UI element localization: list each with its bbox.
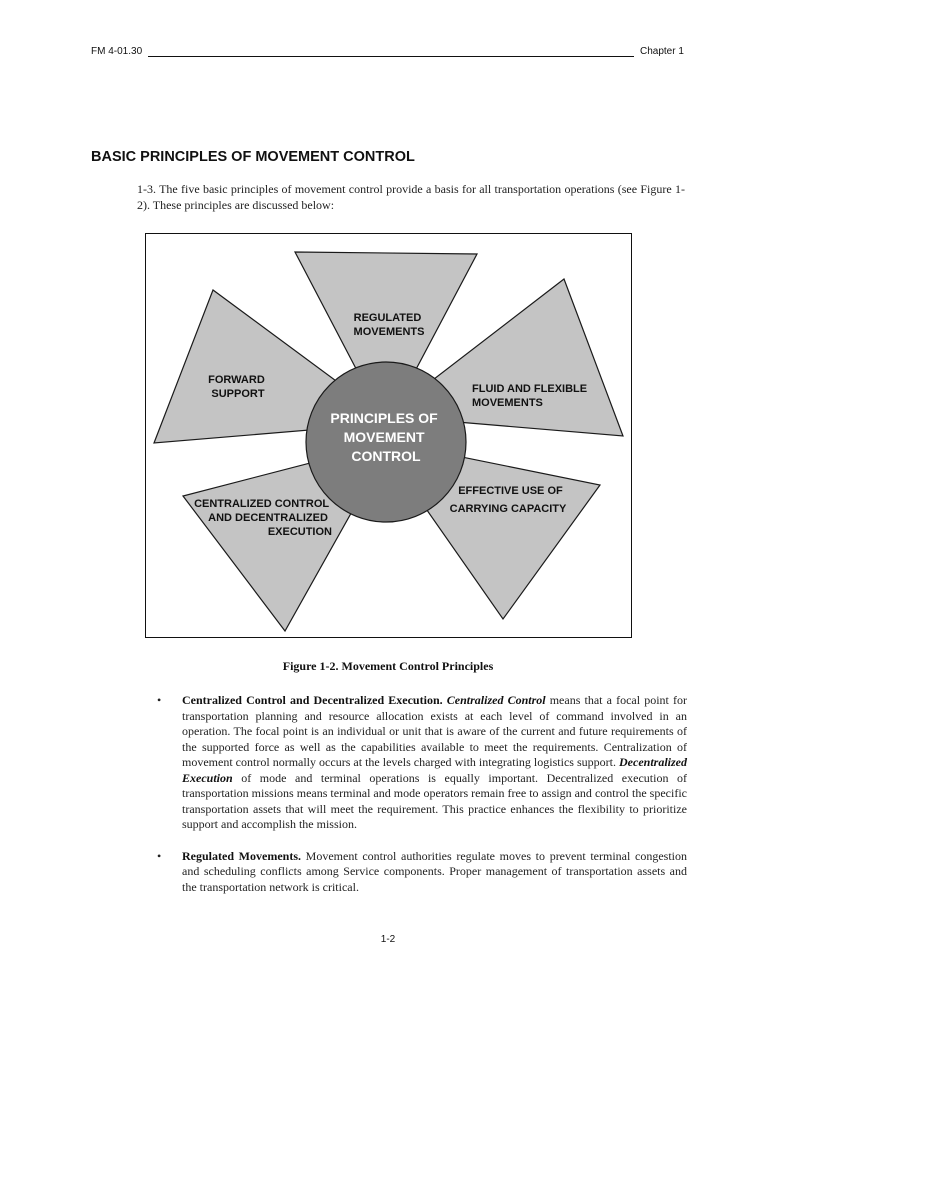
principles-list [157,693,687,911]
section-title: BASIC PRINCIPLES OF MOVEMENT CONTROL [91,149,415,165]
bullet-text: Movement control authorities regulate moves to prevent terminal congestion and scheduling conflicts among Service components. Proper management of transportation assets and the transportation network is critical. [182,848,688,894]
list-item-centralized-control [157,693,687,833]
label-effective-use: EFFECTIVE USE OF CARRYING CAPACITY [449,485,567,515]
bullet-icon: • [157,693,162,707]
bullet-lead: Centralized Control and Decentralized Execution. [182,693,443,707]
header-rule [148,56,634,57]
term-centralized-control: Centralized Control [446,693,546,707]
label-forward-support: FORWARD SUPPORT [208,374,265,400]
term-decentralized-execution: Decentralized Execution [182,755,687,785]
label-center: PRINCIPLES OF MOVEMENT CONTROL [330,410,438,464]
label-fluid-flexible: FLUID AND FLEXIBLE MOVEMENTS [472,383,588,409]
header-chapter: Chapter 1 [640,46,684,57]
figure-caption: Figure 1-2. Movement Control Principles [282,659,494,673]
label-centralized-control: CENTRALIZED CONTROL AND DECENTRALIZED EXECUTION [194,498,332,538]
page-number: 1-2 [380,934,396,945]
principles-diagram [146,234,633,639]
label-regulated-movements: REGULATED MOVEMENTS [353,312,425,338]
list-item-regulated-movements [157,849,687,896]
header-doc-id: FM 4-01.30 [91,46,143,57]
bullet-text: of mode and terminal operations is equally important. Decentralized execution of transportation missions means terminal and mode operators remain free to assign and control the specific transportation assets that will meet the requirement. This practice enhances the flexibility to prioritize support and accomplish the mission. [182,770,687,831]
figure-movement-control-principles [145,233,632,638]
bullet-lead: Regulated Movements. [182,848,301,863]
bullet-icon: • [157,848,162,863]
bullet-text: means that a focal point for transportation planning and resource allocation exists at each level of command involved in an operation. The focal point is an individual or unit that is aware of the current and future requirements of the supported force as well as the capabilities available to meet the requirements. Centralization of movement control normally occurs at the levels charged with integrating logistics support. [182,693,688,769]
intro-paragraph: 1-3. The five basic principles of movement control provide a basis for all transportation operations (see Figure 1-2). These principles are discussed below: [137,182,685,212]
